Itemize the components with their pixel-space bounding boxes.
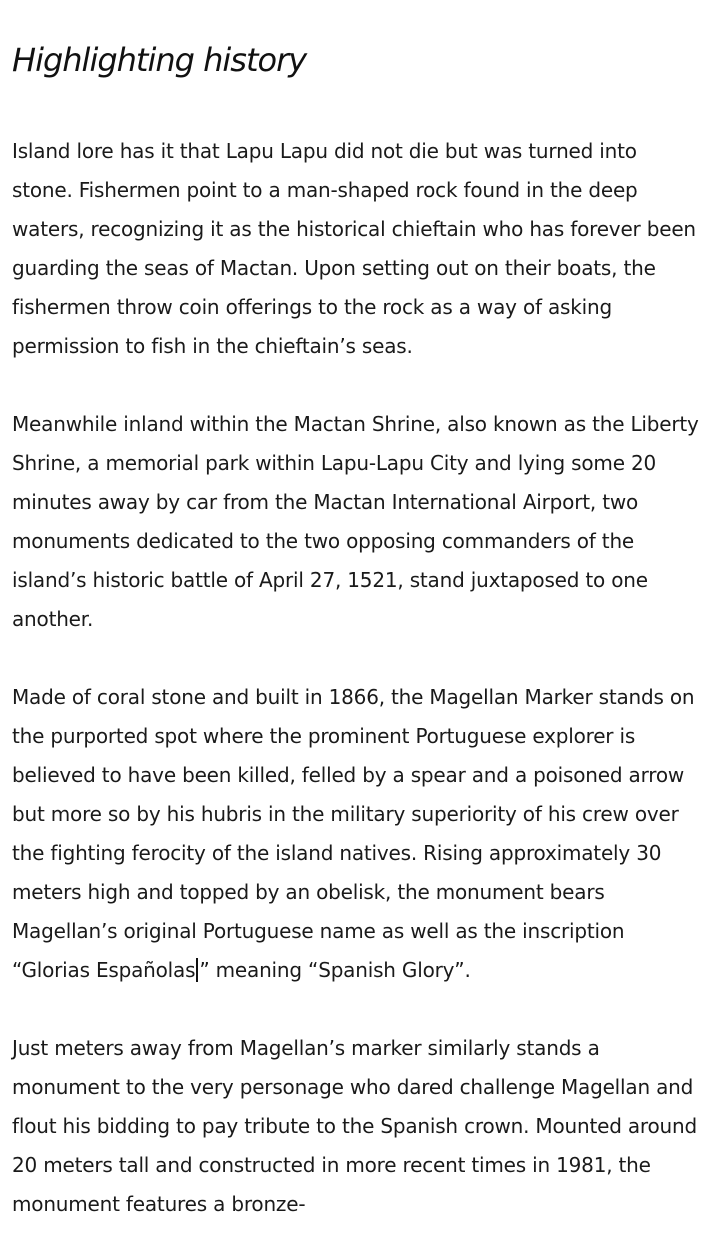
article	[12, 0, 702, 1224]
paragraph-text-before-caret: Made of coral stone and built in 1866, the Magellan Marker stands on the purported spot where the prominent Portuguese explorer is believed to have been killed, felled by a spear and a poisoned arrow but more so by his hubris in the military superiority of his crew over the fighting ferocity of the island natives. Rising approximately 30 meters high and topped by an obelisk, the monument bears Magellan’s original Portuguese name as well as the inscription “Glorias Españolas	[12, 685, 695, 982]
paragraph-text-after-caret: ” meaning “Spanish Glory”.	[199, 958, 471, 982]
paragraph-lapu-lapu-monument[interactable]: Just meters away from Magellan’s marker similarly stands a monument to the very personage who dared challenge Magellan and flout his bidding to pay tribute to the Spanish crown. Mounted around 20 meters tall and constructed in more recent times in 1981, the monument features a bronze-	[12, 1036, 697, 1216]
paragraph-lapu-lapu-lore[interactable]: Island lore has it that Lapu Lapu did not die but was turned into stone. Fishermen point to a man-shaped rock found in the deep waters, recognizing it as the historical chieftain who has forever been guarding the seas of Mactan. Upon setting out on their boats, the fishermen throw coin offerings to the rock as a way of asking permission to fish in the chieftain’s seas.	[12, 139, 696, 358]
paragraph-mactan-shrine[interactable]: Meanwhile inland within the Mactan Shrine, also known as the Liberty Shrine, a memorial park within Lapu-Lapu City and lying some 20 minutes away by car from the Mactan International Airport, two monuments dedicated to the two opposing commanders of the island’s historic battle of April 27, 1521, stand juxtaposed to one another.	[12, 412, 699, 631]
paragraph-magellan-marker[interactable]	[12, 678, 702, 990]
text-cursor	[196, 958, 198, 982]
article-title: Highlighting history	[12, 41, 307, 79]
